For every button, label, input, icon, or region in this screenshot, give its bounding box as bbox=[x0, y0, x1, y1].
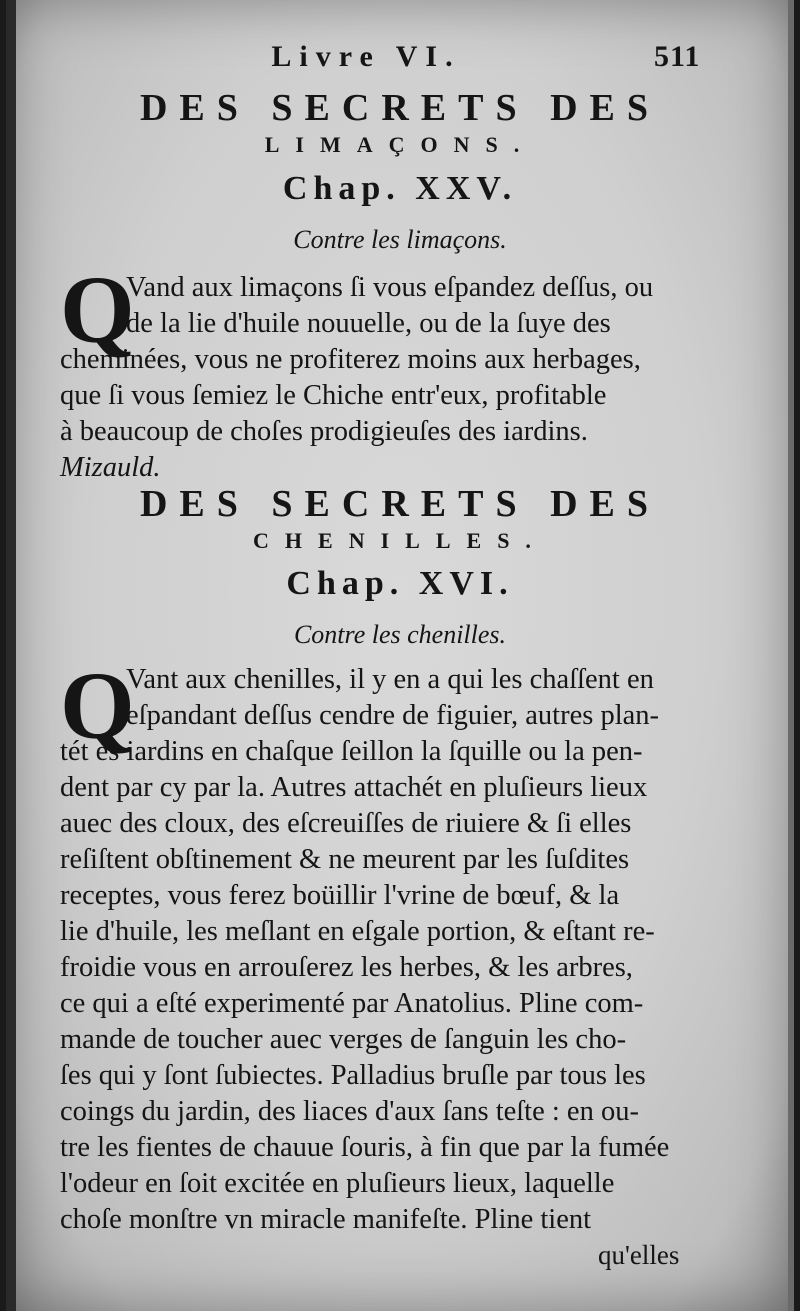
running-title: Livre VI. bbox=[271, 40, 461, 73]
section1-line: à beaucoup de choſes prodigieuſes des iardins. bbox=[60, 416, 588, 447]
page-number: 511 bbox=[654, 40, 701, 73]
section1-chapter: Chap. XXV. bbox=[282, 170, 518, 207]
section1-heading: Contre les limaçons. bbox=[293, 225, 507, 254]
section1-line: cheminées, vous ne profiterez moins aux herbages, bbox=[60, 344, 641, 375]
section2-line: lie d'huile, les meſlant en eſgale portion, & eſtant re- bbox=[60, 916, 655, 947]
section2-line: l'odeur en ſoit excitée en pluſieurs lieux, laquelle bbox=[60, 1168, 615, 1199]
section2-dropcap: Q bbox=[60, 652, 135, 759]
section1-subtitle: LIMAÇONS. bbox=[264, 132, 536, 157]
section2-chapter: Chap. XVI. bbox=[286, 565, 514, 602]
section1-title: DES SECRETS DES bbox=[139, 87, 661, 129]
catchword: qu'elles bbox=[598, 1240, 680, 1270]
section2-line: ſes qui y ſont ſubiectes. Palladius bruſle par tous les bbox=[60, 1060, 646, 1091]
section2-line: mande de toucher auec verges de ſanguin les cho- bbox=[60, 1024, 627, 1055]
section1-dropcap: Q bbox=[60, 256, 135, 363]
section2-line: Vant aux chenilles, il y en a qui les chaſſent en bbox=[126, 664, 654, 695]
section2-line: reſiſtent obſtinement & ne meurent par les ſuſdites bbox=[60, 844, 630, 875]
section2-line: ce qui a eſté experimenté par Anatolius. Pline com- bbox=[60, 988, 644, 1019]
section2-line: froidie vous en arrouſerez les herbes, & les arbres, bbox=[60, 952, 633, 983]
section2-line: tét és iardins en chaſque ſeillon la ſquille ou la pen- bbox=[60, 736, 643, 767]
section2-line: dent par cy par la. Autres attachét en pluſieurs lieux bbox=[60, 772, 648, 803]
section2-line: eſpandant deſſus cendre de figuier, autres plan- bbox=[126, 700, 660, 731]
section1-line: Vand aux limaçons ſi vous eſpandez deſſus, ou bbox=[126, 272, 654, 303]
section2-line: choſe monſtre vn miracle manifeſte. Pline tient bbox=[60, 1204, 592, 1235]
section2-line: tre les fientes de chauue ſouris, à fin que par la fumée bbox=[60, 1132, 670, 1163]
section2-subtitle: CHENILLES. bbox=[253, 528, 547, 553]
section2-heading: Contre les chenilles. bbox=[293, 620, 507, 649]
section2-title: DES SECRETS DES bbox=[139, 483, 661, 525]
section2-line: receptes, vous ferez boüillir l'vrine de bœuf, & la bbox=[60, 880, 620, 911]
section1-line-author: Mizauld. bbox=[60, 452, 161, 483]
section1-line: de la lie d'huile nouuelle, ou de la ſuye des bbox=[126, 308, 611, 339]
section1-line: que ſi vous ſemiez le Chiche entr'eux, profitable bbox=[60, 380, 607, 411]
section2-line: coings du jardin, des liaces d'aux ſans teſte : en ou- bbox=[60, 1096, 639, 1127]
section2-line: auec des cloux, des eſcreuiſſes de riuiere & ſi elles bbox=[60, 808, 632, 839]
book-page bbox=[6, 0, 794, 1311]
